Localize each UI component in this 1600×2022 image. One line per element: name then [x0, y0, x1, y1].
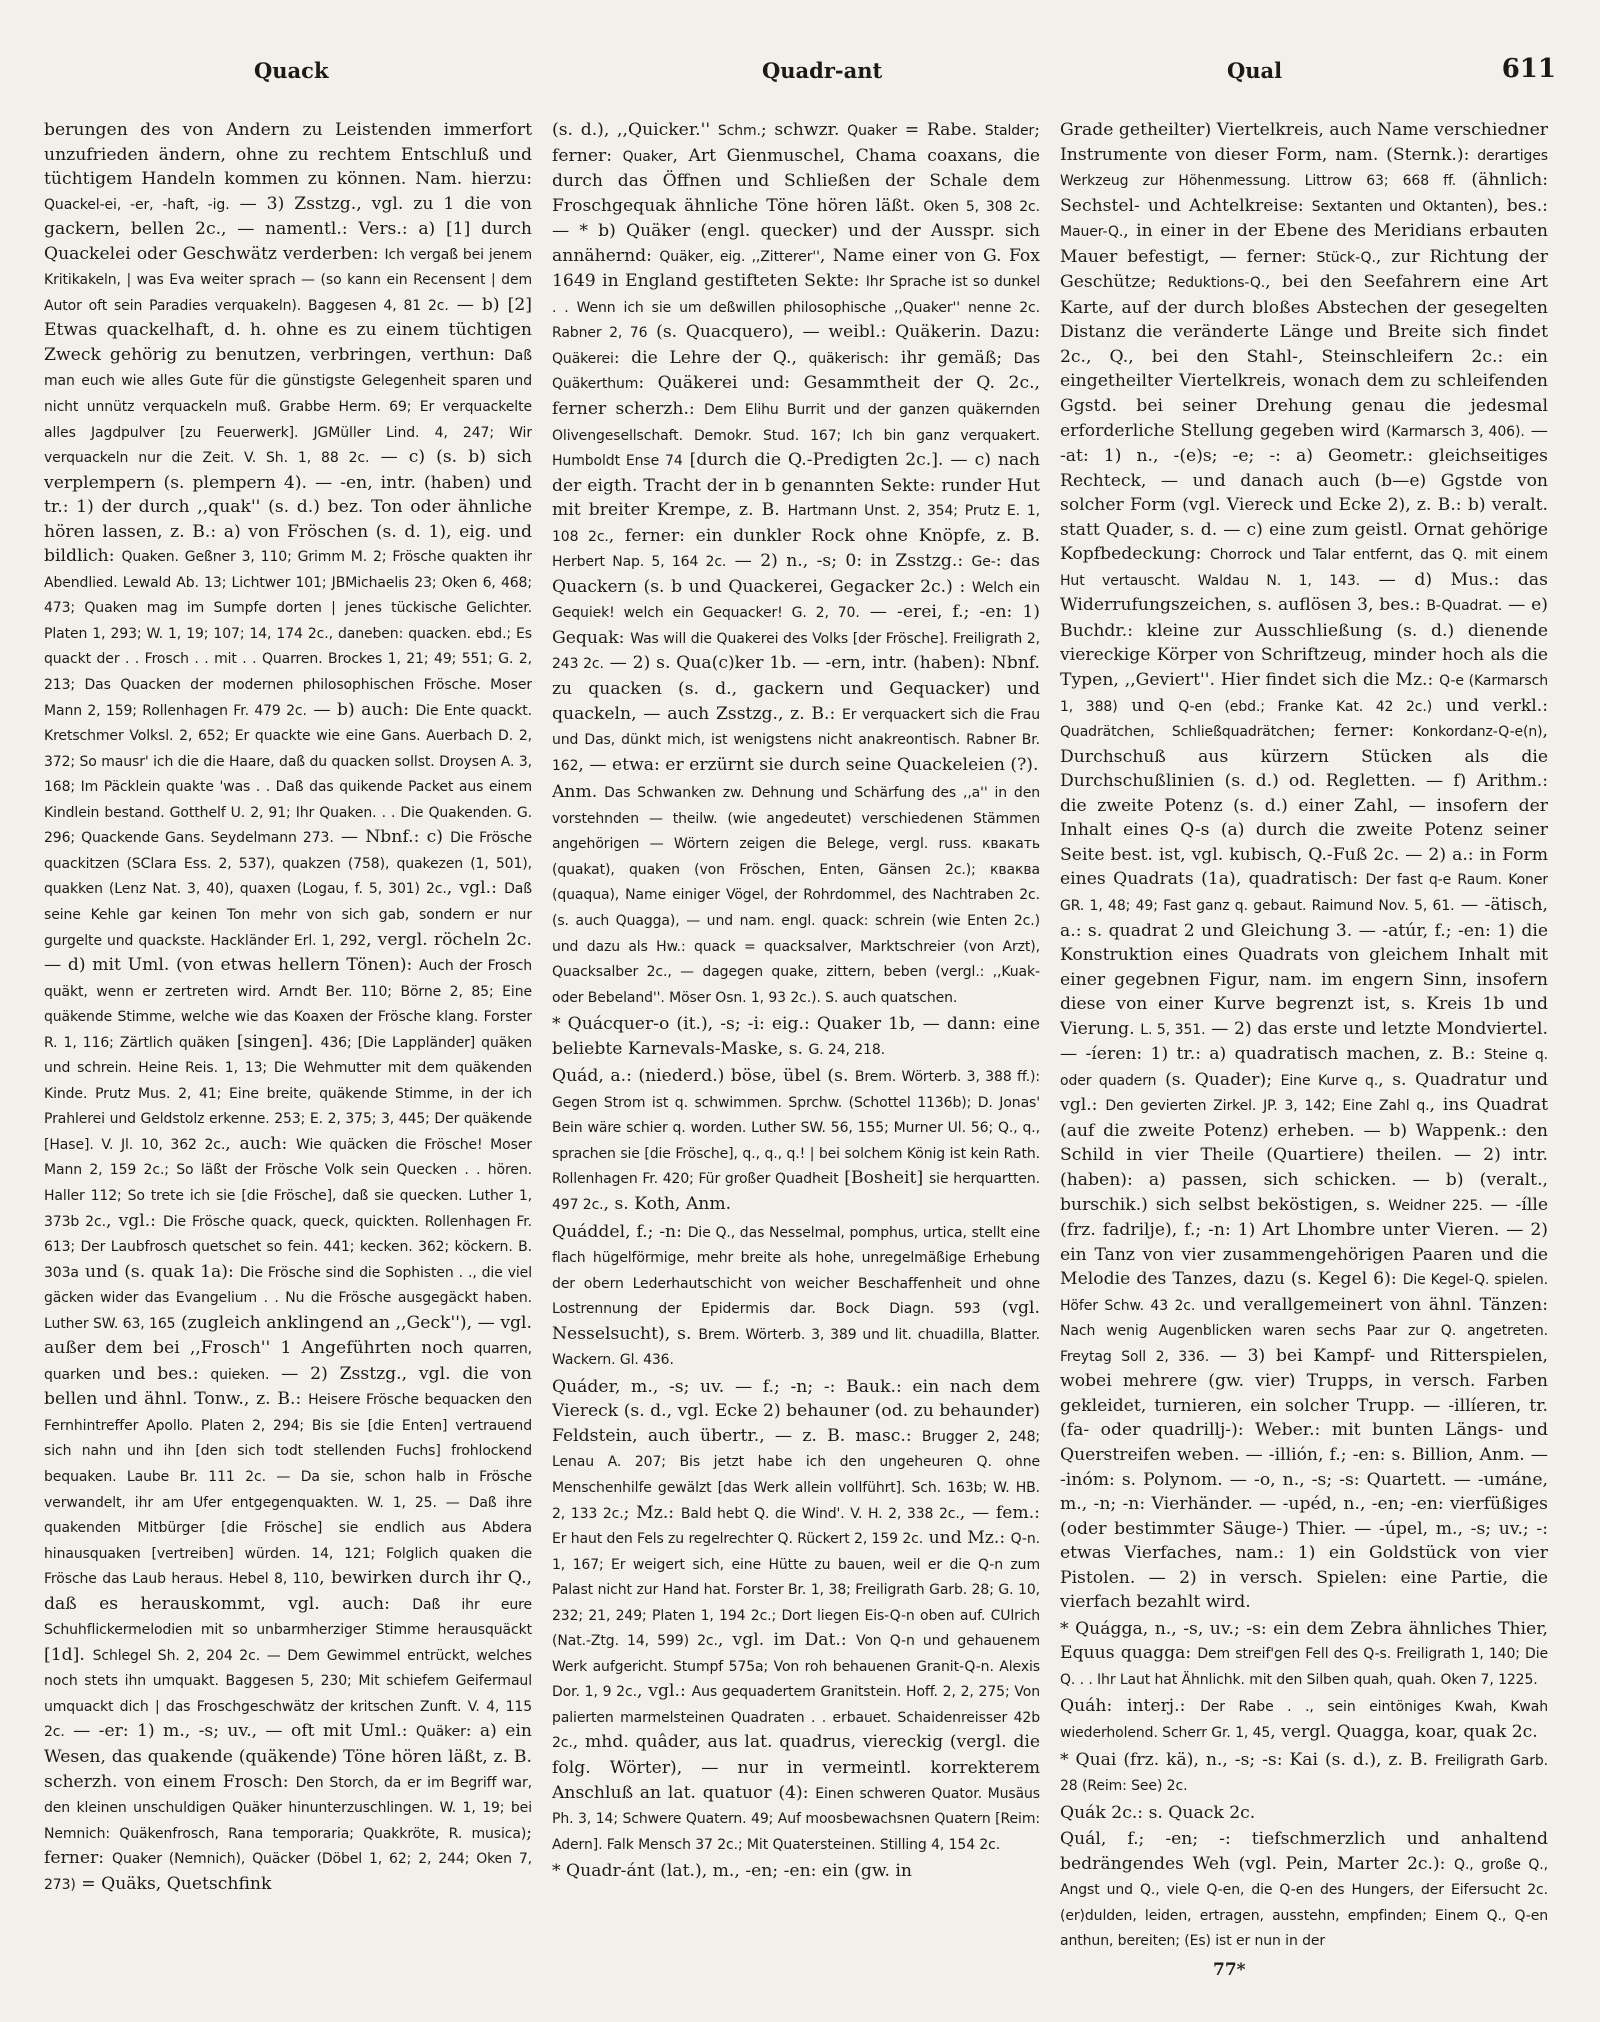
citation-text: Die Ente quackt. Kretschmer Volksl. 2, 652; Er quackte wie eine Gans. Auerbach D. 2, 372; So mausr' ich die die Haare, daß du quacken sollst. Droysen A. 3, 168; Im Päcklein quakte 'was . . Daß das quikende Packet aus einem Kindlein bestand. Gotthelf U. 2, 91; Ihr Quaken. . . Die Quakenden. G. 296; Quackende Gans. Seydelmann 273.: [44, 702, 532, 847]
body-text: : das Quackern (s. b und Quackerei, Gegacker 2c.) :: [552, 551, 1040, 597]
body-text: [1d].: [44, 1644, 93, 1665]
body-text: und verallgemeinert von ähnl. Tänzen:: [1195, 1294, 1548, 1315]
citation-text: Die Kegel-Q. spielen. Höfer Schw. 43 2c.: [1060, 1272, 1548, 1314]
citation-text: Quadrätchen, Schließquadrätchen: [1060, 724, 1310, 741]
citation-text: Eine Kurve q.: [1280, 1072, 1379, 1089]
body-text: und verkl.:: [1432, 695, 1548, 716]
body-text: , s. Koth, Anm.: [603, 1193, 732, 1214]
body-text: , zur Richtung der Geschütze;: [1060, 246, 1548, 293]
entry-head: Anm.: [552, 782, 598, 803]
citation-text: Ge-: [971, 554, 996, 571]
citation-text: Quäkerei: [552, 350, 614, 367]
citation-text: Die Frösche quack, queck, quickten. Rollenhagen Fr. 613; Der Laubfrosch quetschet so fein. 441; kecken. 362; köckern. B. 303a: [44, 1213, 532, 1281]
body-text: , vgl. im Dat.:: [717, 1630, 856, 1651]
entry-paragraph: [1060, 1617, 1548, 1693]
citation-text: Konkordanz-Q-e(n): [1412, 724, 1543, 741]
entry-head: * Quadr-ánt (lat.), m., -en; -en: ein (gw. in: [552, 1861, 912, 1882]
body-text: : ihr gemäß;: [883, 347, 1014, 368]
entry-head: Quáddel, f.; -n:: [552, 1221, 688, 1242]
body-text: — 2) s. Qua(c)ker 1b. — -ern, intr. (haben): Nbnf. zu quacken (s. d., gackern und Gequacker) und quackeln, — auch Zsstzg., z. B.:: [552, 653, 1040, 724]
entry-paragraph: [1060, 1748, 1548, 1799]
citation-text: Das Schwanken zw. Dehnung und Schärfung des ,,a'' in den vorstehnden — theilw. (wie angedeutet) verschiedenen Stämmen angehörigen — Wörtern zeigen die Belege, vergl. russ. квакать (quakat), quaken (von Fröschen, Enten, Gänsen 2c.); кваква (quaqua), Name einiger Vögel, der Rohrdommel, des Nachtraben 2c. (s. auch Quagga), — und nam. engl. quack: schrein (wie Enten 2c.) und dazu als Hw.: quack = quacksalver, Marktschreier (von Arzt), Quacksalber 2c., — dagegen quake, zittern, beben (vergl.: ,,Kuak- oder Bebeland''. Möser Osn. 1, 93 2c.). S. auch quatschen.: [552, 785, 1040, 1006]
citation-text: Quaken. Geßner 3, 110; Grimm M. 2; Frösche quakten ihr Abendlied. Lewald Ab. 13; Lichtwer 101; JBMichaelis 23; Oken 6, 468; 473; Quaken mag im Sumpfe dorten | jenes tückische Gelichter. Platen 1, 293; W. 1, 19; 107; 14, 174 2c., daneben: quacken. ebd.; Es quackt der . . Frosch . . mit . . Quarren. Brockes 1, 21; 49; 551; G. 2, 213; Das Quacken der modernen philosophischen Frösche. Moser Mann 2, 159; Rollenhagen Fr. 479 2c.: [44, 549, 532, 719]
citation-text: Schlegel Sh. 2, 204 2c. — Dem Gewimmel entrückt, welches noch stets ihn umquakt. Baggesen 5, 230; Mit schiefem Geifermaul umquackt dich | das Froschgeschwätz der kritschen Zunft. V. 4, 115 2c.: [44, 1647, 532, 1741]
citation-text: Nach wenig Augenblicken waren sechs Paar zur Q. angetreten. Freytag Soll 2, 336.: [1060, 1323, 1548, 1365]
page-number: 611: [1501, 54, 1556, 84]
citation-text: Quaker (Nemnich), Quäcker (Döbel 1, 62; 2, 244; Oken 7, 273): [44, 1851, 532, 1893]
citation-text: Freiligrath Garb. 28 (Reim: See) 2c.: [1060, 1752, 1548, 1795]
citation-text: Schm.: [717, 123, 761, 139]
citation-text: Daß man euch wie alles Gute für die günstigste Gelegenheit sparen und nicht unnütz verquackeln muß. Grabbe Herm. 69; Er verquackelte alles Jagdpulver [zu Feuerwerk]. JGMüller Lind. 4, 247; Wir verquackeln nur die Zeit. V. Sh. 1, 88 2c.: [44, 347, 532, 467]
header-center-catchword: Quadr-ant: [762, 58, 883, 83]
citation-text: Von Q-n und gehauenem Werk aufgericht. Stumpf 575a; Von roh behauenen Granit-Q-n. Alexis Dor. 1, 9 2c.: [552, 1633, 1040, 1701]
body-text: ; Mz.:: [623, 1502, 681, 1523]
entry-paragraph: [1060, 1694, 1548, 1745]
body-text: ; ferner:: [1309, 721, 1413, 742]
body-text: , bewirken durch ihr Q., daß es herauskommt, vgl. auch:: [44, 1568, 532, 1614]
body-text: , vgl.:: [105, 1210, 164, 1231]
text-column-3: [1060, 118, 1548, 1958]
header-right-catchword: Qual: [1227, 58, 1283, 83]
body-text: , — fem.:: [959, 1502, 1040, 1523]
citation-text: Oken 5, 308 2c.: [923, 198, 1040, 215]
body-text: Grade getheilter) Viertelkreis, auch Name verschiedner Instrumente von dieser Form, nam. (Sternk.):: [1060, 120, 1548, 165]
citation-text: Hartmann Unst. 2, 354; Prutz E. 1, 108 2c.: [552, 503, 1040, 545]
body-text: — 2) n., -s; 0: in Zsstzg.:: [726, 551, 972, 572]
body-text: = Rabe.: [897, 120, 985, 140]
body-text: — -er: 1) m., -s; uv., — oft mit Uml.:: [64, 1721, 416, 1742]
citation-text: Herbert Nap. 5, 164 2c.: [552, 554, 727, 571]
citation-text: quieken.: [210, 1366, 270, 1383]
entry-paragraph: [552, 780, 1040, 1010]
body-text: (vgl. Nesselsucht), s.: [552, 1298, 1040, 1344]
text-column-1: [44, 118, 532, 1958]
body-text: , vergl. Quagga, koar, quak 2c.: [1270, 1722, 1538, 1742]
entry-head: Quáh: interj.:: [1060, 1696, 1201, 1717]
body-text: (s. d.), ,,Quicker.'': [552, 120, 718, 140]
citation-text: Brugger 2, 248; Lenau A. 207; Bis jetzt habe ich den ungeheuren Q. ohne Menschenhilfe gewälzt [das Werk allein vollführt]. Sch. 163b; W. HB. 2, 133 2c.: [552, 1428, 1040, 1522]
citation-text: derartiges Werkzeug zur Höhenmessung. Littrow 63; 668 ff.: [1060, 147, 1548, 190]
body-text: — e) Buchdr.: kleine zur Ausschließung (s. d.) dienende viereckige Körper von Schriftzeug, minder hoch als die Typen, ,,Geviert''. Hier findet sich die Mz.:: [1060, 595, 1548, 691]
entry-paragraph: [552, 118, 1040, 778]
body-text: und: [1117, 695, 1179, 716]
body-text: , vgl.:: [636, 1681, 692, 1702]
body-text: und Mz.:: [923, 1528, 1011, 1549]
citation-text: Ich vergaß bei jenem Kritikakeln, | was Eva weiter sprach — (so kann ein Recensent | dem Autor oft sein Paradies verquakeln). Baggesen 4, 81 2c.: [44, 246, 532, 314]
body-text: ; ferner:: [552, 120, 1040, 166]
body-text: und bes.:: [100, 1363, 211, 1384]
body-text: , Durchschuß aus kürzern Stücken als die Durchschußlinien (s. d.) od. Regletten. — f) Arithm.: die zweite Potenz (s. d.) einer Zahl, — insofern der Inhalt eines Q-s (a) durch die zweite Potenz seiner Seite best. ist, vgl. kubisch, Q.-Fuß 2c. — 2) a.: in Form eines Quadrats (1a), quadratisch:: [1060, 721, 1548, 890]
citation-text: Reduktions-Q.: [1167, 275, 1266, 292]
citation-text: Der fast q-e Raum. Koner GR. 1, 48; 49; Fast ganz q. gebaut. Raimund Nov. 5, 61.: [1060, 872, 1548, 914]
body-text: , mhd. quâder, aus lat. quadrus, viereckig (vergl. die folg. Wörter), — nur in vermeintl. korrekterem Anschluß an lat. quatuor (4):: [552, 1732, 1040, 1803]
citation-text: Quäker: [415, 1724, 466, 1741]
body-text: ; ferner:: [44, 1822, 532, 1869]
citation-text: Wie quäcken die Frösche! Moser Mann 2, 159 2c.; So läßt der Frösche Volk sein Quecken . . hören. Haller 112; So trete ich sie [die Frösche], daß sie quecken. Luther 1, 373b 2c.: [44, 1136, 532, 1230]
body-text: — 3) Zsstzg., vgl. zu 1 die von gackern, bellen 2c., — namentl.: Vers.: a) [1] durch Quackelei oder Geschwätz verderben:: [44, 193, 532, 264]
body-text: , Name einer von G. Fox 1649 in England gestifteten Sekte:: [552, 245, 1040, 292]
citation-text: Auch der Frosch quäkt, wenn er zertreten wird. Arndt Ber. 110; Börne 2, 85; Eine quäkende Stimme, welche wie das Koaxen der Frösche klang. Forster R. 1, 116; Zärtlich quäken: [44, 958, 532, 1051]
body-text: (ähnlich: Sechstel- und Achtelkreise:: [1060, 170, 1548, 216]
body-text: , bei den Seefahrern eine Art Karte, auf der durch bloßes Abstechen der gesegelten Distanz die veränderte Länge und Breite sich findet 2c., Q., bei den Stahl-, Steinschleifern 2c.: ein eingetheilter Viertelkreis, wonach dem zu schleifenden Ggstd. bei seiner Drehung genau die jedesmal erforderliche Stellung gegeben wird: [1060, 272, 1548, 441]
body-text: (s. Quacquero), — weibl.: Quäkerin. Dazu:: [647, 322, 1040, 343]
citation-text: Q-en (ebd.; Franke Kat. 42 2c.): [1178, 698, 1433, 715]
citation-text: Quackel-ei, -er, -haft, -ig.: [44, 196, 230, 213]
citation-text: Heisere Frösche bequacken den Fernhintreffer Apollo. Platen 2, 294; Bis sie [die Enten] vertrauend sich nahn und ihn [den sich todt stellenden Fuchs] frohlockend bequaken. Laube Br. 111 2c. — Da sie, schon halb in Frösche verwandelt, ihr am Ufer entgegenquakten. W. 1, 25. — Daß ihre quakenden Mitbürger [die Frösche] sie endlich aus Abdera hinausquaken [vertreiben] würden. 14, 121; Folglich quaken die Frösche das Laub heraus. Hebel 8, 110: [44, 1392, 532, 1588]
citation-text: Das Quäkerthum: [552, 350, 1040, 393]
citation-text: quarren, quarken: [44, 1341, 532, 1383]
body-text: , Art Gienmuschel, Chama coaxans, die durch das Öffnen und Schließen der Schale dem Froschgequak ähnliche Töne hören läßt.: [552, 145, 1040, 216]
citation-text: Einen schweren Quator. Musäus Ph. 3, 14; Schwere Quatern. 49; Auf moosbewachsnen Quatern [Reim: Adern]. Falk Mensch 37 2c.; Mit Quatersteinen. Stilling 4, 154 2c.: [552, 1785, 1040, 1853]
entry-paragraph: [1060, 1827, 1548, 1954]
entry-head: Quád, a.: (niederd.) böse, übel (s.: [552, 1066, 855, 1087]
body-text: : Quäkerei und: Gesammtheit der Q. 2c., ferner scherzh.:: [552, 373, 1040, 420]
body-text: — Nbnf.: c): [333, 827, 451, 848]
body-text: und (s. quak 1a):: [78, 1261, 240, 1282]
body-text: , — etwa: er erzürnt sie durch seine Quackeleien (?).: [578, 754, 1039, 775]
entry-head: Quák 2c.: s. Quack 2c.: [1060, 1802, 1256, 1823]
body-text: — -ílle (frz. fadrilje), f.; -n: 1) Art Lhombre unter Vieren. — 2) ein Tanz von vier zusammengehörigen Paaren und die Melodie des Tanzes, dazu (s. Kegel 6):: [1060, 1194, 1548, 1290]
entry-head: Quál, f.; -en; -: tiefschmerzlich und anhaltend bedrängendes Weh (vgl. Pein, Marter 2c.):: [1060, 1829, 1548, 1874]
body-text: : die Lehre der Q.,: [613, 347, 809, 368]
entry-paragraph: [1060, 1801, 1548, 1826]
body-text: — -at: 1) n., -(e)s; -e; -: a) Geometr.: gleichseitiges Rechteck, — und danach auch (b—e) Ggstde von solcher Form (vgl. Viereck und Ecke 2), z. B.: b) veralt. statt Quader, s. d. — c) eine zum geistl. Ornat gehörige Kopfbedeckung:: [1060, 420, 1548, 565]
entry-paragraph: [552, 1064, 1040, 1217]
body-text: , in einer in der Ebene des Meridians erbauten Mauer befestigt, — ferner:: [1060, 221, 1548, 267]
citation-text: quäkerisch: [808, 350, 884, 367]
citation-text: Quaker: [622, 148, 673, 165]
citation-text: Q-e (Karmarsch 1, 388): [1060, 673, 1548, 715]
citation-text: Quaker: [847, 123, 898, 139]
body-text: (zugleich anklingend an ,,Geck''), — vgl. außer dem bei ,,Frosch'' 1 Angeführten noch: [44, 1312, 532, 1359]
body-text: — -erei, f.; -en: 1) Gequak:: [552, 602, 1040, 648]
body-text: — c) (s. b) sich verplempern (s. plempern 4). — -en, intr. (haben) und tr.: 1) der durch ,,quak'' (s. d.) bez. Ton oder ähnliche hören lassen, z. B.: a) von Fröschen (s. d. 1), eig. und bildlich:: [44, 447, 532, 567]
body-text: , ferner: ein dunkler Rock ohne Knöpfe, z. B.: [608, 525, 1040, 546]
entry-head: * Quácquer-o (it.), -s; -i: eig.: Quaker 1b, — dann: eine beliebte Karnevals-Maske, s.: [552, 1014, 1040, 1059]
citation-text: 436; [Die Lappländer] quäken und schrein. Heine Reis. 1, 13; Die Wehmutter mit dem quäkenden Kinde. Prutz Mus. 2, 41; Eine breite, quäkende Stimme, in der ich Prahlerei und Geldstolz erkenne. 253; E. 2, 375; 3, 445; Der quäkende [Hase]. V. Jl. 10, 362 2c.: [44, 1034, 532, 1153]
citation-text: Ihr Sprache ist so dunkel . . Wenn ich sie um deßwillen philosophische ,,Quaker'' nenne 2c. Rabner 2, 76: [552, 274, 1040, 342]
body-text: , vergl. röcheln 2c. — d) mit Uml. (von etwas hellern Tönen):: [44, 929, 532, 976]
citation-text: sie herquartten. 497 2c.: [552, 1171, 1040, 1213]
citation-text: Brem. Wörterb. 3, 388 ff.): Gegen Strom ist q. schwimmen. Sprchw. (Schottel 1136b); D. Jonas' Bein wäre schier q. worden. Luther SW. 56, 155; Murner Ul. 56; Q., q., sprachen sie [die Frösche], q., q., q.! | bei solchem König ist kein Rath. Rollenhagen Fr. 420; Für großer Quadheit: [552, 1069, 1040, 1188]
body-text: [singen].: [229, 1031, 321, 1052]
body-text: ), bes.:: [1486, 195, 1548, 216]
citation-text: Die Frösche sind die Sophisten . ., die viel gäcken wider das Evangelium . . Nu die Frösche ausgegäckt haben. Luther SW. 63, 165: [44, 1264, 532, 1332]
citation-text: Der Rabe . ., sein eintöniges Kwah, Kwah wiederholend. Scherr Gr. 1, 45: [1060, 1699, 1548, 1741]
citation-text: Chorrock und Talar entfernt, das Q. mit einem Hut vertauscht. Waldau N. 1, 143.: [1060, 547, 1548, 589]
body-text: — 2) Zsstzg., vgl. die von bellen und ähnl. Tonw., z. B.:: [44, 1363, 532, 1410]
body-text: — b) auch:: [306, 699, 416, 720]
entry-paragraph: [552, 1375, 1040, 1857]
citation-text: Q-n. 1, 167; Er weigert sich, eine Hütte zu bauen, weil er die Q-n zum Palast nicht zur Hand hat. Forster Br. 1, 38; Freiligrath Garb. 28; G. 10, 232; 21, 249; Platen 1, 194 2c.; Dort liegen Eis-Q-n oben auf. CUlrich (Nat.-Ztg. 14, 599) 2c.: [552, 1531, 1040, 1650]
citation-text: Dem Elihu Burrit und der ganzen quäkernden Olivengesellschaft. Demokr. Stud. 167; Ich bin ganz verquakert. Humboldt Ense 74: [552, 402, 1040, 470]
body-text: — 3) bei Kampf- und Ritterspielen, wobei mehrere (gw. vier) Trupps, in versch. Farben gekleidet, turnieren, ein solcher Trupp. — -illíeren, tr. (fa- oder quadrillj-): Weber.: mit bunten Längs- und Querstreifen weben. — -illión, f.; -en: s. Billion, Anm. — -inóm: s. Polynom. — -o, n., -s; -s: Quartett. — -umáne, m., -n; -n: Vierhänder. — -upéd, n., -en; -en: vierfüßiges (oder bestimmter Säuge-) Thier. — -úpel, m., -s; uv.; -: etwas Vierfaches, nam.: 1) ein Goldstück von vier Pistolen. — 2) in versch. Spielen: eine Partie, die vierfach bezahlt wird.: [1060, 1345, 1548, 1613]
entry-paragraph: [44, 118, 532, 1897]
citation-text: G. 24, 218.: [808, 1041, 885, 1058]
citation-text: Q., große Q., Angst und Q., viele Q-en, die Q-en des Hungers, der Eifersucht 2c. (er)dulden, leiden, ertragen, ausstehn, empfinden; Einem Q., Q-en anthun, bereiten; (Es) ist er nun in der: [1060, 1856, 1548, 1950]
body-text: = Quäks, Quetschfink: [75, 1873, 272, 1894]
body-text: berungen des von Andern zu Leistenden immerfort unzufrieden ändern, ohne zu rechtem Entschluß und tüchtigem Handeln kommen zu können. Nam. hierzu:: [44, 120, 532, 190]
citation-text: Bald hebt Q. die Wind'. V. H. 2, 338 2c.: [680, 1505, 960, 1522]
signature-mark: 77*: [1213, 1960, 1246, 1980]
citation-text: Er haut den Fels zu regelrechter Q. Rückert 2, 159 2c.: [552, 1531, 924, 1548]
citation-text: Er verquackert sich die Frau und Das, dünkt mich, ist wenigstens nicht anakreontisch. Rabner Br. 162: [552, 706, 1040, 774]
body-text: — d) Mus.: das Widerrufungszeichen, s. auflösen 3, bes.:: [1060, 569, 1548, 616]
citation-text: Aus gequadertem Granitstein. Hoff. 2, 2, 275; Von palierten marmelsteinen Quadraten . . erbauet. Schaidenreisser 42b 2c.: [552, 1684, 1040, 1752]
citation-text: B-Quadrat.: [1426, 598, 1503, 615]
citation-text: Steine q. oder quadern: [1060, 1047, 1548, 1089]
citation-text: Was will die Quakerei des Volks [der Frösche]. Freiligrath 2, 243 2c.: [552, 630, 1040, 673]
body-text: ; schwzr.: [760, 120, 848, 140]
citation-text: Welch ein Gequiek! welch ein Gequacker! G. 2, 70.: [552, 579, 1040, 622]
entry-head: * Quai (frz. kä), n., -s; -s: Kai (s. d.), z. B.: [1060, 1749, 1435, 1770]
entry-paragraph: [1060, 118, 1548, 1615]
entry-paragraph: [552, 1859, 1040, 1884]
body-text: , s. Quadratur und vgl.:: [1060, 1069, 1548, 1116]
citation-text: Brem. Wörterb. 3, 389 und lit. chuadilla, Blatter. Wackern. Gl. 436.: [552, 1326, 1040, 1369]
citation-text: Daß ihr eure Schuhflickermelodien mit so unbarmherziger Stimme herausquäckt: [44, 1596, 532, 1639]
citation-text: Stalder: [984, 123, 1035, 139]
body-text: : a) ein Wesen, das quakende (quäkende) Töne hören läßt, z. B. scherzh. von einem Frosch:: [44, 1721, 532, 1792]
body-text: [durch die Q.-Predigten 2c.]. — c) nach der eigth. Tracht der in b genannten Sekte: runder Hut mit breiter Krempe, z. B.: [552, 450, 1040, 521]
citation-text: Dem streif'gen Fell des Q-s. Freiligrath 1, 140; Die Q. . . Ihr Laut hat Ähnlichk. mit den Silben quah, quah. Oken 7, 1225.: [1060, 1646, 1548, 1688]
body-text: , auch:: [225, 1133, 297, 1154]
entry-head: Quáder, m., -s; uv. — f.; -n; -: Bauk.: ein nach dem Viereck (s. d., vgl. Ecke 2) behauner (od. zu behaunder) Feldstein, auch übertr., — z. B. masc.:: [552, 1376, 1040, 1446]
body-text: — * b) Quäker (engl. quecker) und der Ausspr. sich annähernd:: [552, 221, 1040, 266]
entry-head: * Quágga, n., -s, uv.; -s: ein dem Zebra ähnliches Thier, Equus quagga:: [1060, 1618, 1548, 1664]
running-header: [44, 54, 1556, 98]
body-text: , ins Quadrat (auf die zweite Potenz) erheben. — b) Wappenk.: den Schild in vier Theile (Quartiere) theilen. — 2) intr. (haben): a) passen, sich schicken. — b) (veralt., burschik.) sich selbst beköstigen, s.: [1060, 1095, 1548, 1215]
body-text: , vgl.:: [446, 878, 505, 899]
text-column-2: [552, 118, 1040, 1958]
citation-text: L. 5, 351.: [1140, 1021, 1206, 1038]
body-text: — -ätisch, a.: s. quadrat 2 und Gleichung 3. — -atúr, f.; -en: 1) die Konstruktion eines Quadrats von gleichem Inhalt mit einer gegebnen Figur, nam. im engern Sinn, insofern diese von einer Kurve begrenzt ist, s. Kreis 1b und Vierung.: [1060, 894, 1548, 1039]
citation-text: Mauer-Q.: [1060, 224, 1124, 241]
body-text: [Bosheit]: [838, 1168, 929, 1189]
entry-paragraph: [552, 1220, 1040, 1373]
body-text: — 2) das erste und letzte Mondviertel. — -íeren: 1) tr.: a) quadratisch machen, z. B.:: [1060, 1018, 1548, 1065]
citation-text: Daß seine Kehle gar keinen Ton mehr von sich gab, sondern er nur gurgelte und quackste. Hackländer Erl. 1, 292: [44, 881, 532, 949]
citation-text: Den gevierten Zirkel. JP. 3, 142; Eine Zahl q.: [1105, 1098, 1430, 1115]
citation-text: Die Frösche quackitzen (SClara Ess. 2, 537), quakzen (758), quakezen (1, 501), quakken (Lenz Nat. 3, 40), quaxen (Logau, f. 5, 301) 2c.: [44, 830, 532, 898]
entry-paragraph: [552, 1012, 1040, 1062]
citation-text: Stück-Q.: [1316, 249, 1376, 266]
citation-text: Den Storch, da er im Begriff war, den kleinen unschuldigen Quäker hinunterzuschlingen. W. 1, 19; bei Nemnich: Quäkenfrosch, Rana temporaria; Quakkröte, R. musica): [44, 1774, 532, 1842]
citation-text: Quäker, eig. ,,Zitterer'': [659, 248, 820, 265]
citation-text: Die Q., das Nesselmal, pomphus, urtica, stellt eine flach hügelförmige, mehr breite als hohe, unregelmäßige Erhebung der obern Lederhautschicht von weicher Beschaffenheit und ohne Lostrennung der Epidermis dar. Bock Diagn. 593: [552, 1224, 1040, 1318]
header-left-catchword: Quack: [254, 58, 329, 83]
body-text: (s. Quader);: [1156, 1069, 1281, 1090]
citation-text: Weidner 225.: [1388, 1197, 1483, 1214]
body-text: — b) [2] Etwas quackelhaft, d. h. ohne es zu einem tüchtigen Zweck gehörig zu benutzen, verbringen, verthun:: [44, 294, 532, 365]
citation-text: (Karmarsch 3, 406).: [1386, 423, 1525, 440]
citation-text: Sextanten und Oktanten: [1311, 198, 1487, 215]
